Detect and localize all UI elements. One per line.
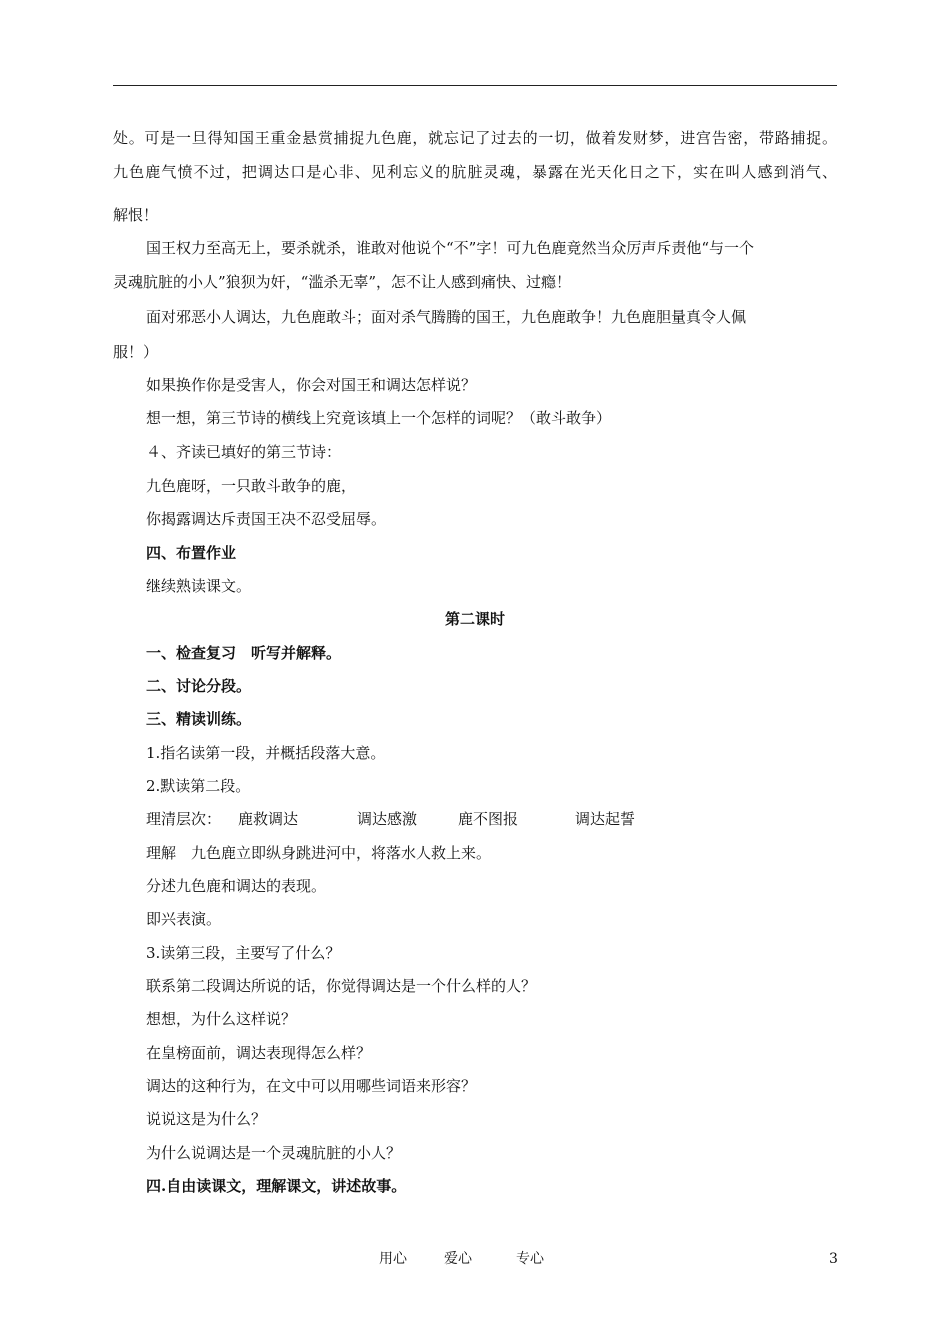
paragraph-line: ４、齐读已填好的第三节诗：	[146, 443, 342, 461]
page-number: 3	[829, 1251, 838, 1267]
poem-line: 九色鹿呀，一只敢斗敢争的鹿，	[146, 477, 357, 495]
footer-word: 用心	[379, 1251, 407, 1267]
layer-item: 鹿不图报	[458, 810, 519, 828]
paragraph-line: 即兴表演。	[146, 910, 222, 928]
paragraph-line: 分述九色鹿和调达的表现。	[146, 877, 327, 895]
paragraph-line: 处。可是一旦得知国王重金悬赏捕捉九色鹿，就忘记了过去的一切，做着发财梦，进宫告密，带路捕捉。	[113, 129, 837, 147]
paragraph-line: 2.默读第二段。	[146, 777, 251, 795]
footer-word: 专心	[516, 1251, 544, 1267]
paragraph-line: 面对邪恶小人调达，九色鹿敢斗；面对杀气腾腾的国王，九色鹿敢争！九色鹿胆量真令人佩	[146, 308, 747, 326]
layers-label: 理清层次：	[146, 810, 222, 828]
paragraph-line: 理解 九色鹿立即纵身跳进河中，将落水人救上来。	[146, 844, 492, 862]
layer-item: 鹿救调达	[238, 810, 299, 828]
paragraph-line: 想一想，第三节诗的横线上究竟该填上一个怎样的词呢？（敢斗敢争）	[146, 409, 612, 427]
footer-word: 爱心	[444, 1251, 472, 1267]
section-heading: 四、布置作业	[146, 544, 237, 562]
paragraph-line: 如果换作你是受害人，你会对国王和调达怎样说？	[146, 376, 477, 394]
layer-item: 调达感激	[357, 810, 418, 828]
paragraph-line: 联系第二段调达所说的话，你觉得调达是一个什么样的人？	[146, 977, 537, 995]
section-heading: 四.自由读课文，理解课文，讲述故事。	[146, 1177, 407, 1195]
paragraph-line: 说说这是为什么？	[146, 1110, 267, 1128]
paragraph-line: 九色鹿气愤不过，把调达口是心非、见利忘义的肮脏灵魂，暴露在光天化日之下，实在叫人感到消气、	[113, 163, 837, 181]
section-heading: 三、精读训练。	[146, 710, 252, 728]
section-heading: 一、检查复习 听写并解释。	[146, 644, 342, 662]
paragraph-line: 为什么说调达是一个灵魂肮脏的小人？	[146, 1144, 402, 1162]
header-rule	[113, 85, 837, 86]
paragraph-line: 在皇榜面前，调达表现得怎么样？	[146, 1044, 372, 1062]
paragraph-line: 1.指名读第一段，并概括段落大意。	[146, 744, 386, 762]
paragraph-line: 解恨！	[113, 206, 159, 224]
paragraph-line: 服！）	[113, 343, 159, 361]
paragraph-line: 灵魂肮脏的小人”狼狈为奸，“滥杀无辜”，怎不让人感到痛快、过瘾！	[113, 273, 572, 291]
section-heading: 二、讨论分段。	[146, 677, 252, 695]
lesson-title: 第二课时	[444, 610, 505, 628]
paragraph-line: 国王权力至高无上，要杀就杀，谁敢对他说个“不”字！可九色鹿竟然当众厉声斥责他“与一个	[146, 239, 755, 257]
paragraph-line: 调达的这种行为，在文中可以用哪些词语来形容？	[146, 1077, 477, 1095]
paragraph-line: 继续熟读课文。	[146, 577, 252, 595]
paragraph-line: 3.读第三段，主要写了什么？	[146, 944, 341, 962]
poem-line: 你揭露调达斥责国王决不忍受屈辱。	[146, 510, 387, 528]
paragraph-line: 想想，为什么这样说？	[146, 1010, 297, 1028]
layer-item: 调达起誓	[575, 810, 636, 828]
